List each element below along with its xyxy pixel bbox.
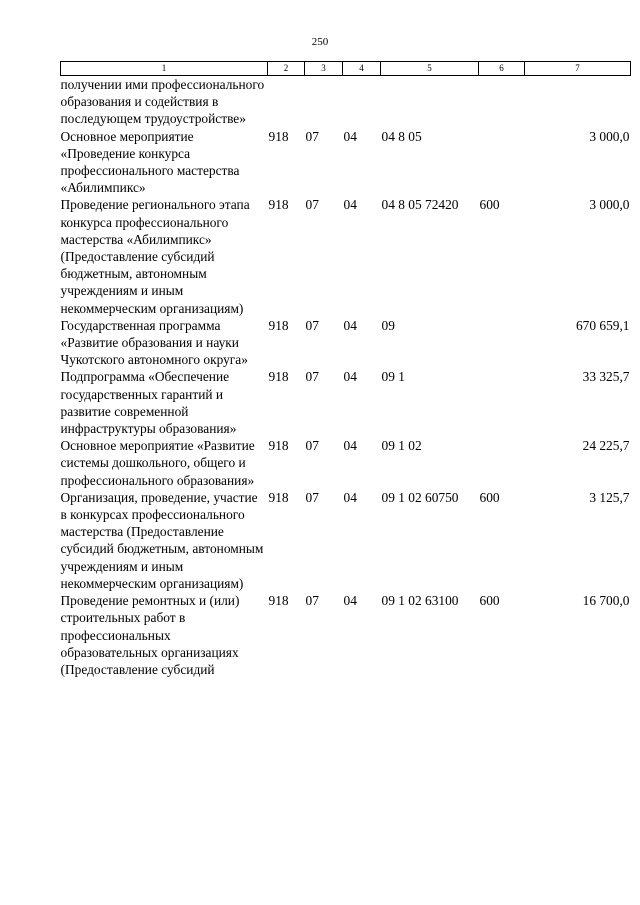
row-grbs: 918 [268,128,289,144]
table-row [61,128,631,197]
row-expense-type: 600 [479,593,500,609]
row-target-article: 04 8 05 [381,128,422,144]
row-subsection: 04 [343,128,357,144]
row-target-article: 09 [381,317,395,333]
row-amount: 3 000,0 [589,197,630,213]
row-expense-type [479,76,525,128]
row-expense-type: 600 [479,197,500,213]
table-row [61,76,631,128]
row-name: Проведение ремонтных и (или) строительных работ в профессиональных образовательных организациях (Предоставление субсидий [60,593,240,677]
row-grbs: 918 [268,489,289,505]
table-row [61,489,631,592]
row-amount: 16 700,0 [582,593,630,609]
row-grbs: 918 [268,369,289,385]
row-section: 07 [305,128,319,144]
row-amount: 33 325,7 [582,369,630,385]
row-section: 07 [305,197,319,213]
row-grbs [268,76,305,128]
table-row [61,592,631,678]
table-header-row [61,62,631,76]
row-expense-type [479,128,525,197]
page-number: 250 [311,36,329,48]
row-expense-type [479,317,525,369]
header-col-1: 1 [61,62,268,76]
row-grbs: 918 [268,317,289,333]
row-section [305,76,343,128]
row-name: Государственная программа «Развитие образования и науки Чукотского автономного округа» [60,317,248,368]
row-grbs: 918 [268,197,289,213]
row-target-article: 09 1 02 63100 [381,593,459,609]
row-subsection: 04 [343,593,357,609]
header-col-3: 3 [305,62,343,76]
row-name: Организация, проведение, участие в конкурсах профессионального мастерства (Предоставление субсидий бюджетным, автономным учреждениям и иным некоммерческим организациям) [60,489,264,591]
row-section: 07 [305,369,319,385]
row-name: получении ими профессионального образования и содействия в последующем трудоустройстве» [60,77,265,127]
row-expense-type [479,437,525,489]
row-target-article: 04 8 05 72420 [381,197,459,213]
table-row [61,437,631,489]
header-col-4: 4 [343,62,381,76]
row-section: 07 [305,593,319,609]
row-amount [525,76,631,128]
table-row [61,317,631,369]
row-subsection: 04 [343,489,357,505]
row-expense-type [479,368,525,437]
row-target-article: 09 1 [381,369,405,385]
row-grbs: 918 [268,438,289,454]
header-col-5: 5 [381,62,479,76]
row-target-article [381,76,479,128]
row-grbs: 918 [268,593,289,609]
row-name: Основное мероприятие «Проведение конкурса профессионального мастерства «Абилимпикс» [60,128,240,196]
row-name: Подпрограмма «Обеспечение государственных гарантий и развитие современной инфраструктуры образования» [60,369,237,437]
row-target-article: 09 1 02 60750 [381,489,459,505]
table-row [61,368,631,437]
table-row [61,196,631,316]
row-target-article: 09 1 02 [381,438,422,454]
row-name: Основное мероприятие «Развитие системы дошкольного, общего и профессионального образования» [60,438,255,488]
row-subsection: 04 [343,197,357,213]
header-col-7: 7 [525,62,631,76]
row-amount: 3 000,0 [589,128,630,144]
row-name: Проведение регионального этапа конкурса профессионального мастерства «Абилимпикс» (Предоставление субсидий бюджетным, автономным учреждениям и иным некоммерческим организациям) [60,197,250,316]
row-section: 07 [305,317,319,333]
row-amount: 3 125,7 [589,489,630,505]
row-subsection [343,76,381,128]
budget-table [60,61,631,678]
row-section: 07 [305,489,319,505]
row-subsection: 04 [343,317,357,333]
row-subsection: 04 [343,438,357,454]
row-amount: 24 225,7 [582,438,630,454]
header-col-2: 2 [268,62,305,76]
row-section: 07 [305,438,319,454]
row-amount: 670 659,1 [575,317,630,333]
row-subsection: 04 [343,369,357,385]
row-expense-type: 600 [479,489,500,505]
header-col-6: 6 [479,62,525,76]
